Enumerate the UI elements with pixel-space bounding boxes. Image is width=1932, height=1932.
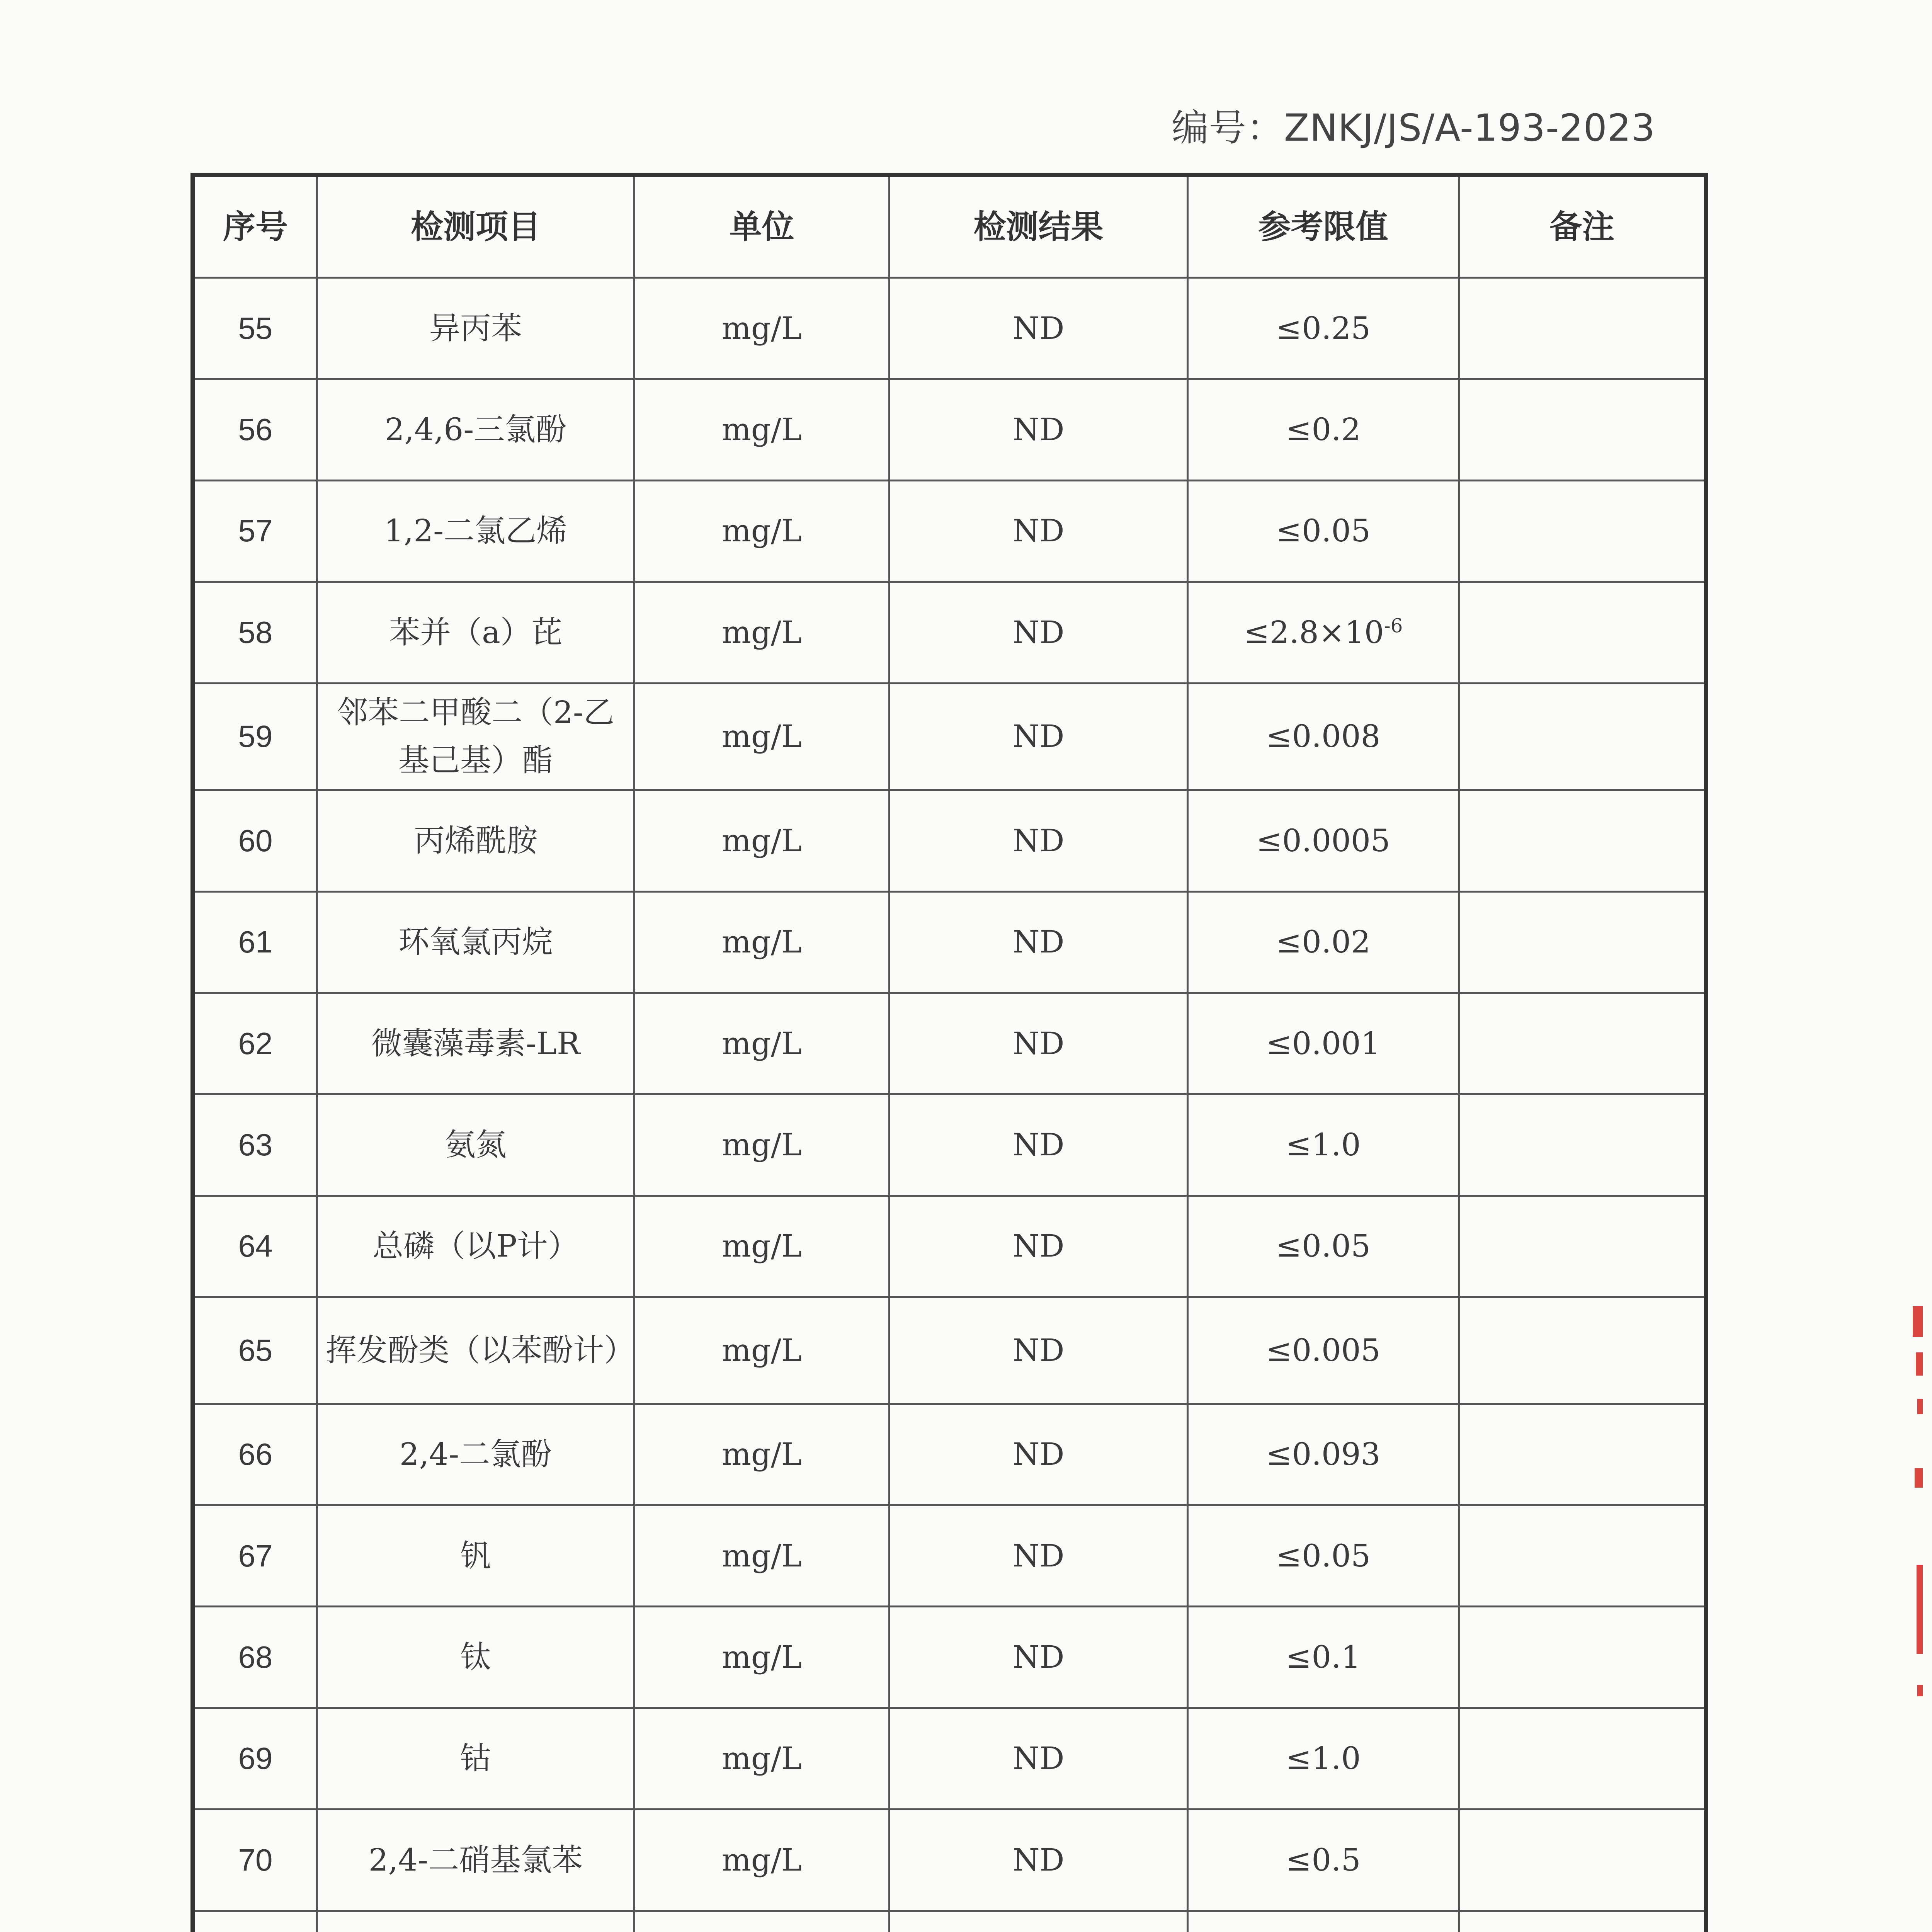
cell-unit-text: mg/L — [721, 1740, 802, 1777]
cell-seq-text: 67 — [238, 1538, 273, 1573]
cell-result-text: ND — [1012, 1740, 1065, 1777]
cell-limit — [1188, 480, 1459, 582]
cell-unit — [634, 1911, 889, 1932]
cell-item — [317, 1911, 634, 1932]
cell-limit-text: ≤0.093 — [1266, 1436, 1381, 1473]
table-row — [193, 790, 1706, 891]
cell-item-text: 氨氮 — [445, 1126, 507, 1163]
cell-result — [889, 582, 1188, 683]
cell-item — [317, 1505, 634, 1607]
cell-result-text: ND — [1012, 310, 1065, 346]
cell-unit — [634, 891, 889, 993]
cell-unit-text: mg/L — [721, 924, 802, 960]
cell-result-text: ND — [1012, 1025, 1065, 1061]
cell-limit-text: ≤0.05 — [1276, 1537, 1371, 1574]
cell-item-text: 微囊藻毒素-LR — [371, 1025, 580, 1061]
cell-item-text: 2,4-二氯酚 — [399, 1436, 552, 1473]
cell-item-text: 总磷（以P计） — [372, 1228, 579, 1264]
cell-item — [317, 480, 634, 582]
cell-seq-text: 60 — [238, 823, 273, 858]
cell-limit — [1188, 1911, 1459, 1932]
cell-unit-text: mg/L — [721, 1537, 802, 1574]
cell-unit — [634, 683, 889, 790]
cell-limit-text: ≤0.005 — [1266, 1332, 1381, 1368]
cell-seq — [193, 1297, 317, 1404]
cell-result-text: ND — [1012, 1228, 1065, 1264]
cell-seq-text: 70 — [238, 1842, 273, 1877]
cell-limit — [1188, 1196, 1459, 1297]
cell-unit-text: mg/L — [721, 822, 802, 859]
cell-remark — [1459, 582, 1706, 683]
cell-result — [889, 1196, 1188, 1297]
table-row — [193, 1196, 1706, 1297]
cell-seq-text: 55 — [238, 311, 273, 345]
cell-item — [317, 891, 634, 993]
cell-unit — [634, 1404, 889, 1505]
red-stamp-edge-mark — [1913, 1306, 1923, 1337]
table-row — [193, 1404, 1706, 1505]
cell-limit — [1188, 379, 1459, 480]
cell-result — [889, 683, 1188, 790]
cell-seq — [193, 278, 317, 379]
cell-seq — [193, 1196, 317, 1297]
cell-seq — [193, 993, 317, 1094]
cell-remark — [1459, 683, 1706, 790]
cell-seq — [193, 1607, 317, 1708]
table-row — [193, 1297, 1706, 1404]
table-header-row — [193, 175, 1706, 278]
cell-seq — [193, 891, 317, 993]
table-row — [193, 1810, 1706, 1911]
cell-limit — [1188, 993, 1459, 1094]
cell-result-text: ND — [1012, 1126, 1065, 1163]
cell-remark — [1459, 1505, 1706, 1607]
cell-item — [317, 582, 634, 683]
cell-item — [317, 1094, 634, 1196]
cell-item-text: 邻苯二甲酸二（2-乙基己基）酯 — [337, 694, 614, 779]
cell-remark — [1459, 1708, 1706, 1809]
cell-unit-text: mg/L — [721, 412, 802, 448]
cell-result — [889, 1094, 1188, 1196]
cell-limit — [1188, 1607, 1459, 1708]
cell-result — [889, 1404, 1188, 1505]
cell-seq-text: 68 — [238, 1640, 273, 1675]
cell-seq-text: 65 — [238, 1333, 273, 1367]
cell-seq-text: 56 — [238, 412, 273, 447]
cell-item-text: 钴 — [460, 1740, 491, 1777]
red-stamp-edge-mark — [1915, 1468, 1923, 1488]
header-remark: 备注 — [1459, 175, 1706, 278]
cell-seq — [193, 1094, 317, 1196]
cell-limit — [1188, 1810, 1459, 1911]
cell-seq-text: 57 — [238, 514, 273, 548]
cell-limit-text: ≤0.05 — [1276, 1228, 1371, 1264]
table-row — [193, 1708, 1706, 1809]
cell-result — [889, 1505, 1188, 1607]
cell-result-text: ND — [1012, 822, 1065, 859]
test-results-table — [190, 173, 1708, 1932]
cell-limit — [1188, 683, 1459, 790]
cell-remark — [1459, 1911, 1706, 1932]
cell-seq-text: 59 — [238, 719, 273, 754]
cell-seq-text: 64 — [238, 1229, 273, 1264]
cell-seq — [193, 480, 317, 582]
limit-exponent: -6 — [1384, 614, 1403, 637]
cell-result — [889, 1708, 1188, 1809]
header-unit: 单位 — [634, 175, 889, 278]
red-stamp-edge-mark — [1917, 1399, 1923, 1414]
cell-item-text: 异丙苯 — [429, 310, 522, 346]
cell-unit — [634, 1297, 889, 1404]
cell-unit-text: mg/L — [721, 1332, 802, 1368]
cell-item — [317, 1810, 634, 1911]
cell-unit — [634, 278, 889, 379]
cell-item-text: 2,4-二硝基氯苯 — [368, 1842, 583, 1878]
cell-item-text: 苯并（a）芘 — [389, 614, 562, 650]
cell-item — [317, 1708, 634, 1809]
cell-unit — [634, 993, 889, 1094]
table-row — [193, 582, 1706, 683]
cell-seq — [193, 683, 317, 790]
cell-unit-text: mg/L — [721, 1126, 802, 1163]
cell-seq-text: 63 — [238, 1127, 273, 1162]
cell-limit-text: ≤1.0 — [1286, 1126, 1361, 1163]
cell-remark — [1459, 480, 1706, 582]
red-stamp-edge-mark — [1917, 1565, 1923, 1654]
cell-remark — [1459, 379, 1706, 480]
cell-unit — [634, 1810, 889, 1911]
cell-unit — [634, 480, 889, 582]
cell-result — [889, 1607, 1188, 1708]
cell-item-text: 钒 — [460, 1537, 491, 1574]
cell-item — [317, 278, 634, 379]
cell-result — [889, 379, 1188, 480]
cell-limit — [1188, 1297, 1459, 1404]
cell-remark — [1459, 1297, 1706, 1404]
table-row — [193, 993, 1706, 1094]
cell-result-text: ND — [1012, 924, 1065, 960]
cell-unit — [634, 379, 889, 480]
cell-seq — [193, 1810, 317, 1911]
cell-result-text: ND — [1012, 614, 1065, 650]
cell-remark — [1459, 278, 1706, 379]
table-row — [193, 1505, 1706, 1607]
table-row — [193, 480, 1706, 582]
cell-unit — [634, 790, 889, 891]
cell-limit — [1188, 1094, 1459, 1196]
cell-seq — [193, 790, 317, 891]
cell-unit-text: mg/L — [721, 1436, 802, 1473]
cell-limit-text: ≤2.8×10 — [1243, 614, 1384, 650]
header-item: 检测项目 — [317, 175, 634, 278]
cell-result-text: ND — [1012, 1332, 1065, 1368]
cell-result — [889, 1297, 1188, 1404]
cell-result-text: ND — [1012, 1537, 1065, 1574]
cell-limit — [1188, 891, 1459, 993]
cell-item-text: 钛 — [460, 1639, 491, 1675]
cell-unit-text: mg/L — [721, 1025, 802, 1061]
cell-unit-text: mg/L — [721, 1842, 802, 1878]
red-stamp-edge-mark — [1917, 1685, 1923, 1696]
cell-unit — [634, 1708, 889, 1809]
cell-item — [317, 1404, 634, 1505]
cell-item-text: 2,4,6-三氯酚 — [384, 412, 567, 448]
cell-limit — [1188, 1505, 1459, 1607]
cell-limit — [1188, 582, 1459, 683]
cell-remark — [1459, 1810, 1706, 1911]
cell-limit-text: ≤0.02 — [1276, 924, 1371, 960]
cell-seq — [193, 1911, 317, 1932]
cell-remark — [1459, 1196, 1706, 1297]
cell-limit — [1188, 1404, 1459, 1505]
document-number: 编号：ZNKJ/JS/A-193-2023 — [1171, 106, 1655, 150]
header-result: 检测结果 — [889, 175, 1188, 278]
cell-limit-text: ≤0.25 — [1276, 310, 1371, 346]
cell-limit-text: ≤0.1 — [1286, 1639, 1361, 1675]
cell-result-text: ND — [1012, 1842, 1065, 1878]
cell-seq-text: 62 — [238, 1026, 273, 1061]
cell-seq-text: 69 — [238, 1741, 273, 1776]
cell-unit — [634, 1196, 889, 1297]
cell-remark — [1459, 1094, 1706, 1196]
table-row — [193, 278, 1706, 379]
header-limit: 参考限值 — [1188, 175, 1459, 278]
cell-limit — [1188, 1708, 1459, 1809]
cell-seq — [193, 1708, 317, 1809]
cell-limit-text: ≤0.001 — [1266, 1025, 1381, 1061]
cell-limit — [1188, 278, 1459, 379]
cell-unit — [634, 582, 889, 683]
cell-unit — [634, 1505, 889, 1607]
cell-unit — [634, 1607, 889, 1708]
cell-unit-text: mg/L — [721, 1228, 802, 1264]
cell-unit-text: mg/L — [721, 513, 802, 549]
cell-result — [889, 790, 1188, 891]
cell-seq — [193, 1404, 317, 1505]
cell-seq-text: 66 — [238, 1437, 273, 1472]
cell-unit — [634, 1094, 889, 1196]
cell-item — [317, 1607, 634, 1708]
cell-limit — [1188, 790, 1459, 891]
table-row — [193, 683, 1706, 790]
cell-item-text: 丙烯酰胺 — [414, 822, 537, 859]
cell-unit-text: mg/L — [721, 1639, 802, 1675]
cell-result-text: ND — [1012, 1639, 1065, 1675]
cell-result-text: ND — [1012, 513, 1065, 549]
cell-limit-text: ≤0.5 — [1286, 1842, 1361, 1878]
cell-item — [317, 790, 634, 891]
cell-seq — [193, 379, 317, 480]
cell-item — [317, 683, 634, 790]
cell-item — [317, 1196, 634, 1297]
cell-limit-text: ≤1.0 — [1286, 1740, 1361, 1777]
cell-item-text: 环氧氯丙烷 — [398, 924, 553, 960]
red-stamp-edge-mark — [1916, 1352, 1923, 1376]
cell-remark — [1459, 993, 1706, 1094]
cell-remark — [1459, 1404, 1706, 1505]
table-row — [193, 1911, 1706, 1932]
cell-item — [317, 379, 634, 480]
table-row — [193, 1094, 1706, 1196]
cell-item — [317, 1297, 634, 1404]
cell-seq — [193, 582, 317, 683]
cell-result — [889, 278, 1188, 379]
cell-unit-text: mg/L — [721, 310, 802, 346]
cell-item-text: 挥发酚类（以苯酚计） — [326, 1332, 635, 1368]
cell-remark — [1459, 790, 1706, 891]
cell-seq-text: 58 — [238, 615, 273, 650]
cell-seq-text: 61 — [238, 925, 273, 959]
cell-limit-text: ≤0.0005 — [1256, 822, 1390, 859]
cell-item — [317, 993, 634, 1094]
cell-limit-text: ≤0.2 — [1286, 412, 1361, 448]
cell-result — [889, 480, 1188, 582]
cell-item-text: 1,2-二氯乙烯 — [384, 513, 568, 549]
cell-result — [889, 993, 1188, 1094]
cell-limit-text: ≤0.05 — [1276, 513, 1371, 549]
cell-result-text: ND — [1012, 412, 1065, 448]
table-row — [193, 1607, 1706, 1708]
cell-result-text: ND — [1012, 718, 1065, 755]
cell-result — [889, 1911, 1188, 1932]
cell-unit-text: mg/L — [721, 718, 802, 755]
cell-result-text: ND — [1012, 1436, 1065, 1473]
cell-result — [889, 1810, 1188, 1911]
cell-unit-text: mg/L — [721, 614, 802, 650]
table-row — [193, 379, 1706, 480]
cell-seq — [193, 1505, 317, 1607]
header-seq: 序号 — [193, 175, 317, 278]
cell-remark — [1459, 891, 1706, 993]
table-row — [193, 891, 1706, 993]
cell-result — [889, 891, 1188, 993]
cell-limit-text: ≤0.008 — [1266, 718, 1381, 755]
cell-remark — [1459, 1607, 1706, 1708]
